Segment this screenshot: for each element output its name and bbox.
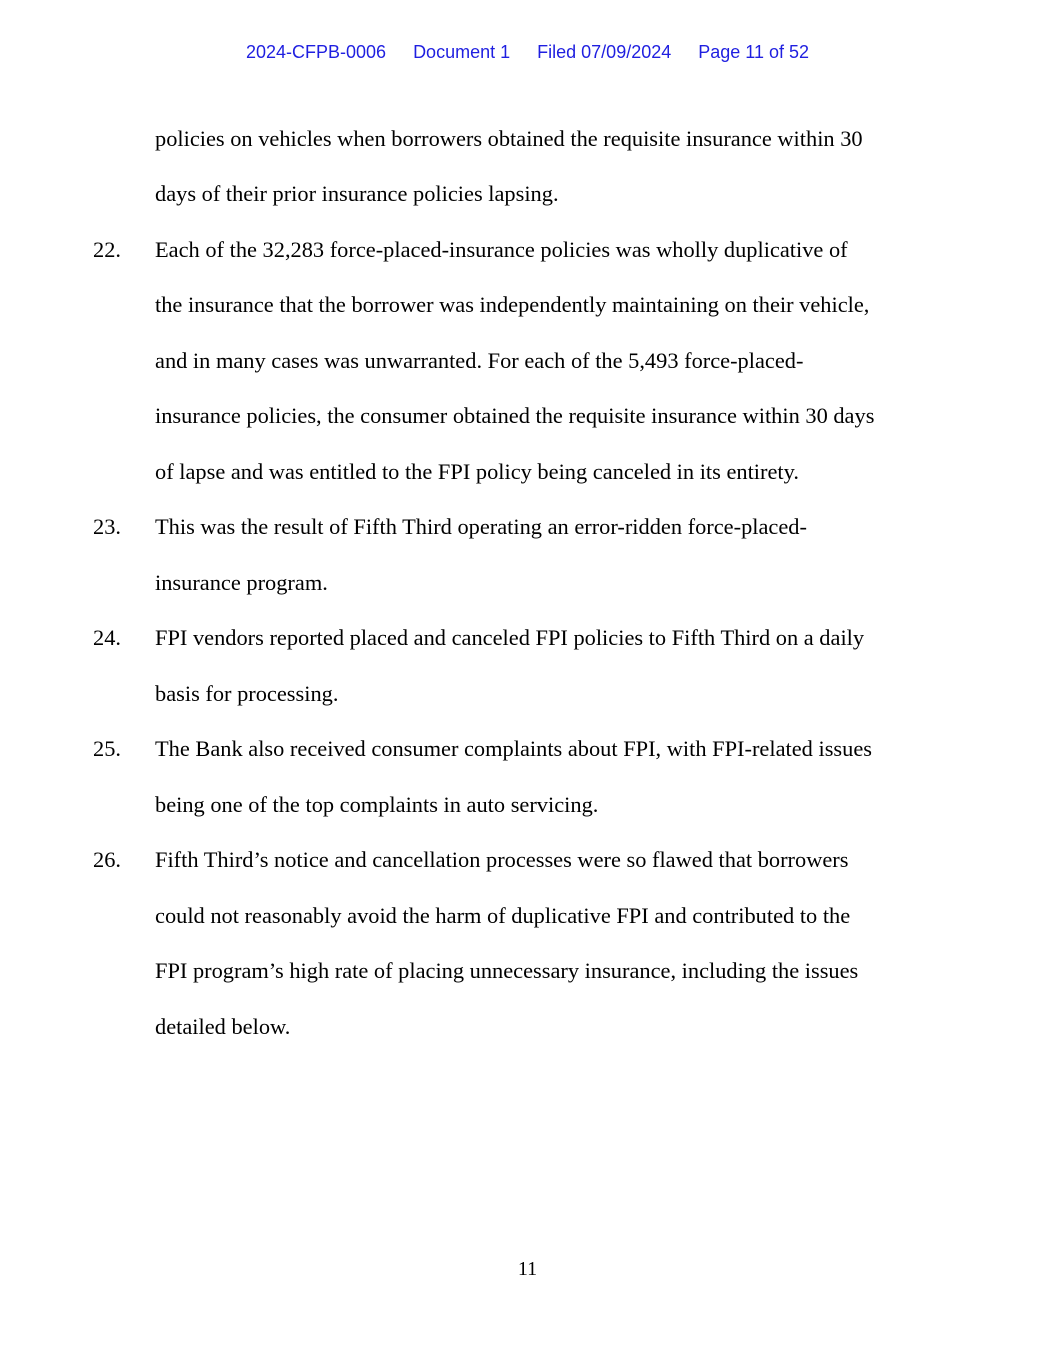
body-line: could not reasonably avoid the harm of duplicative FPI and contributed to the [155, 903, 851, 928]
body-line: basis for processing. [155, 681, 339, 706]
body-line: policies on vehicles when borrowers obtained the requisite insurance within 30 [155, 126, 863, 151]
page-indicator: Page 11 of 52 [698, 42, 810, 62]
body-line: This was the result of Fifth Third operating an error-ridden force-placed- [155, 514, 807, 539]
case-number: 2024-CFPB-0006 [245, 42, 387, 62]
body-line: insurance program. [155, 570, 328, 595]
filing-header [0, 40, 1055, 64]
body-line: detailed below. [155, 1014, 291, 1039]
body-line: FPI vendors reported placed and canceled FPI policies to Fifth Third on a daily [155, 625, 865, 650]
body-line: The Bank also received consumer complaints about FPI, with FPI-related issues [155, 736, 872, 761]
paragraph-number: 24. [93, 625, 121, 650]
paragraph-number: 26. [93, 847, 121, 872]
body-line: Each of the 32,283 force-placed-insurance policies was wholly duplicative of [155, 237, 848, 262]
body-line: of lapse and was entitled to the FPI policy being canceled in its entirety. [155, 459, 799, 484]
paragraph-number: 23. [93, 514, 121, 539]
body-line: being one of the top complaints in auto servicing. [155, 792, 599, 817]
body-line: insurance policies, the consumer obtained the requisite insurance within 30 days [155, 403, 875, 428]
paragraph-number: 22. [93, 237, 121, 262]
page-number: 11 [517, 1258, 538, 1280]
body-line: FPI program’s high rate of placing unnecessary insurance, including the issues [155, 958, 859, 983]
filed-date: Filed 07/09/2024 [537, 42, 672, 62]
paragraph-number: 25. [93, 736, 121, 761]
body-line: and in many cases was unwarranted. For each of the 5,493 force-placed- [155, 348, 804, 373]
body-line: days of their prior insurance policies lapsing. [155, 181, 559, 206]
document-label: Document 1 [413, 42, 511, 62]
body-line: Fifth Third’s notice and cancellation processes were so flawed that borrowers [155, 847, 849, 872]
body-line: the insurance that the borrower was independently maintaining on their vehicle, [155, 292, 870, 317]
